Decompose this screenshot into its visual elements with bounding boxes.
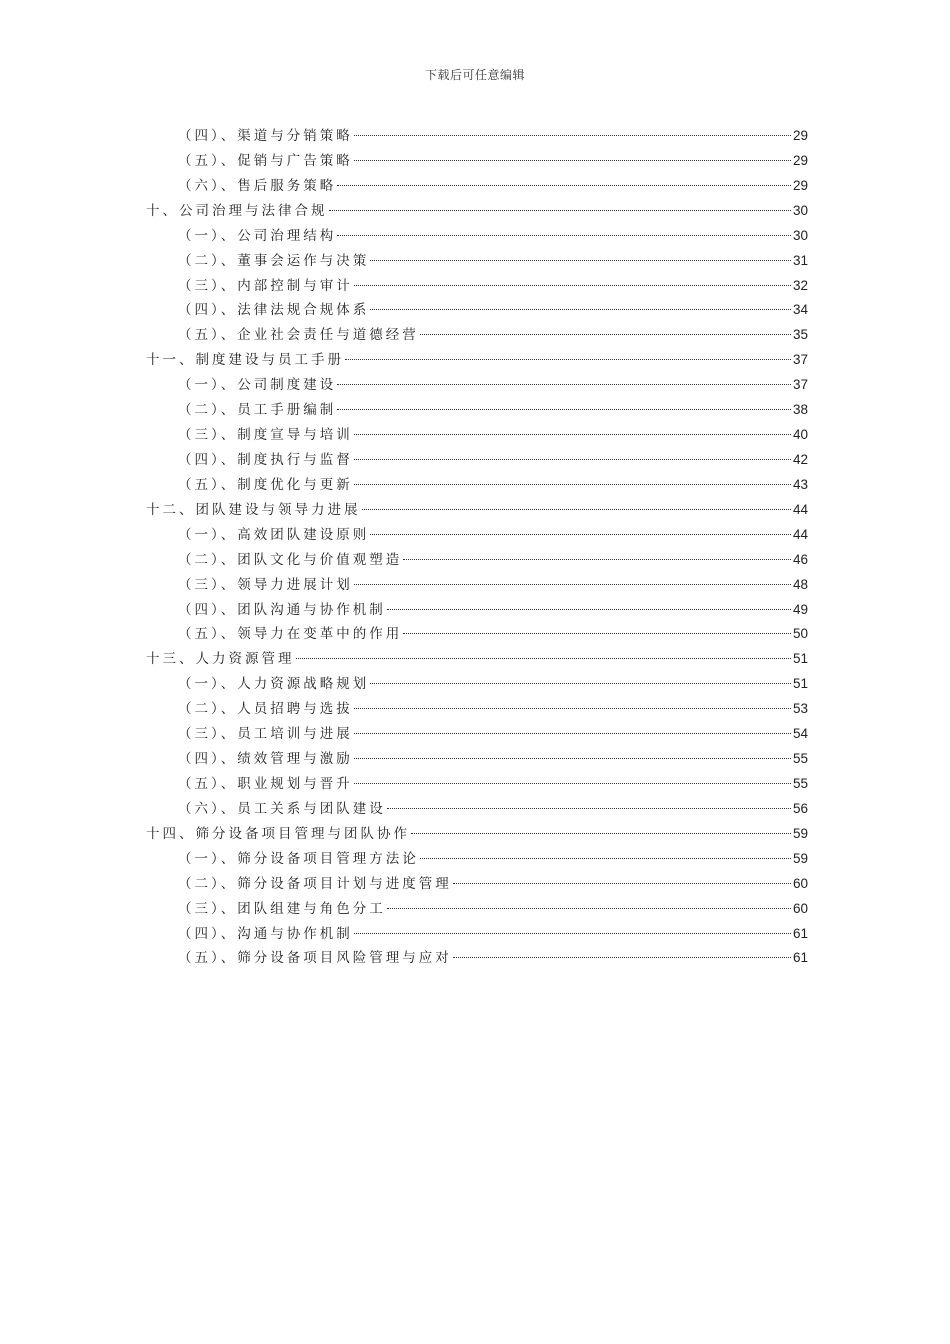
toc-entry-title: （三）、团队组建与角色分工 xyxy=(178,900,386,917)
toc-page-number: 49 xyxy=(792,601,808,617)
toc-page-number: 32 xyxy=(792,277,808,293)
toc-dot-leader xyxy=(354,783,791,784)
toc-entry-title: （二）、团队文化与价值观塑造 xyxy=(178,551,403,568)
toc-dot-leader xyxy=(354,933,791,934)
toc-section-entry[interactable] xyxy=(146,398,808,423)
toc-entry-title: （二）、董事会运作与决策 xyxy=(178,252,370,269)
toc-dot-leader xyxy=(354,285,791,286)
toc-entry-title: （一）、公司治理结构 xyxy=(178,227,337,244)
toc-dot-leader xyxy=(387,908,791,909)
toc-page-number: 34 xyxy=(792,302,808,318)
toc-entry-title: （五）、制度优化与更新 xyxy=(178,476,353,493)
toc-chapter-entry[interactable] xyxy=(146,199,808,224)
toc-dot-leader xyxy=(329,210,791,211)
toc-page-number: 60 xyxy=(792,900,808,916)
toc-page-number: 56 xyxy=(792,800,808,816)
toc-entry-title: （五）、企业社会责任与道德经营 xyxy=(178,327,419,344)
toc-entry-title: （一）、公司制度建设 xyxy=(178,377,337,394)
toc-page-number: 46 xyxy=(792,551,808,567)
toc-dot-leader xyxy=(354,758,791,759)
toc-entry-title: （五）、促销与广告策略 xyxy=(178,152,353,169)
toc-page-number: 59 xyxy=(792,850,808,866)
toc-section-entry[interactable] xyxy=(146,373,808,398)
toc-section-entry[interactable] xyxy=(146,523,808,548)
toc-entry-title: （四）、法律法规合规体系 xyxy=(178,302,370,319)
toc-dot-leader xyxy=(362,509,791,510)
toc-page-number: 53 xyxy=(792,701,808,717)
toc-entry-title: 十二、团队建设与领导力进展 xyxy=(146,501,361,518)
toc-chapter-entry[interactable] xyxy=(146,498,808,523)
toc-dot-leader xyxy=(453,883,791,884)
toc-section-entry[interactable] xyxy=(146,174,808,199)
toc-page-number: 54 xyxy=(792,726,808,742)
toc-dot-leader xyxy=(354,708,791,709)
toc-entry-title: （四）、渠道与分销策略 xyxy=(178,128,353,144)
toc-section-entry[interactable] xyxy=(146,298,808,323)
toc-dot-leader xyxy=(296,658,791,659)
toc-section-entry[interactable] xyxy=(146,448,808,473)
toc-page-number: 42 xyxy=(792,451,808,467)
toc-entry-title: （五）、筛分设备项目风险管理与应对 xyxy=(178,950,452,967)
toc-page-number: 37 xyxy=(792,377,808,393)
toc-entry-title: （三）、制度宣导与培训 xyxy=(178,427,353,444)
toc-entry-title: （四）、绩效管理与激励 xyxy=(178,751,353,768)
toc-chapter-entry[interactable] xyxy=(146,348,808,373)
toc-entry-title: （六）、员工关系与团队建设 xyxy=(178,800,386,817)
toc-chapter-entry[interactable] xyxy=(146,822,808,847)
toc-section-entry[interactable] xyxy=(146,124,808,149)
toc-dot-leader xyxy=(337,185,791,186)
toc-section-entry[interactable] xyxy=(146,847,808,872)
toc-section-entry[interactable] xyxy=(146,772,808,797)
toc-section-entry[interactable] xyxy=(146,423,808,448)
toc-section-entry[interactable] xyxy=(146,897,808,922)
toc-page-number: 29 xyxy=(792,128,808,143)
toc-entry-title: （四）、团队沟通与协作机制 xyxy=(178,601,386,618)
toc-section-entry[interactable] xyxy=(146,946,808,971)
toc-page-number: 38 xyxy=(792,402,808,418)
toc-page-number: 61 xyxy=(792,950,808,966)
toc-entry-title: （三）、领导力进展计划 xyxy=(178,576,353,593)
toc-section-entry[interactable] xyxy=(146,274,808,299)
toc-dot-leader xyxy=(370,534,791,535)
toc-section-entry[interactable] xyxy=(146,622,808,647)
toc-page-number: 59 xyxy=(792,825,808,841)
toc-page-number: 51 xyxy=(792,651,808,667)
toc-dot-leader xyxy=(354,434,791,435)
toc-dot-leader xyxy=(354,459,791,460)
toc-section-entry[interactable] xyxy=(146,922,808,947)
toc-dot-leader xyxy=(411,833,791,834)
toc-entry-title: 十四、筛分设备项目管理与团队协作 xyxy=(146,825,410,842)
toc-section-entry[interactable] xyxy=(146,249,808,274)
toc-dot-leader xyxy=(354,160,791,161)
toc-dot-leader xyxy=(354,135,791,136)
toc-entry-title: （五）、领导力在变革中的作用 xyxy=(178,626,403,643)
toc-section-entry[interactable] xyxy=(146,473,808,498)
toc-page-number: 55 xyxy=(792,775,808,791)
toc-page-number: 43 xyxy=(792,476,808,492)
toc-dot-leader xyxy=(354,733,791,734)
table-of-contents xyxy=(146,124,808,971)
toc-entry-title: （六）、售后服务策略 xyxy=(178,177,337,194)
toc-dot-leader xyxy=(370,683,791,684)
toc-section-entry[interactable] xyxy=(146,747,808,772)
toc-dot-leader xyxy=(337,409,791,410)
toc-entry-title: （三）、员工培训与进展 xyxy=(178,726,353,743)
toc-entry-title: （一）、筛分设备项目管理方法论 xyxy=(178,850,419,867)
toc-dot-leader xyxy=(337,235,791,236)
toc-section-entry[interactable] xyxy=(146,722,808,747)
toc-dot-leader xyxy=(345,359,791,360)
toc-dot-leader xyxy=(387,609,791,610)
toc-section-entry[interactable] xyxy=(146,224,808,249)
toc-entry-title: （一）、高效团队建设原则 xyxy=(178,526,370,543)
toc-dot-leader xyxy=(403,559,791,560)
toc-page-number: 29 xyxy=(792,177,808,193)
toc-page-number: 50 xyxy=(792,626,808,642)
toc-page-number: 40 xyxy=(792,427,808,443)
toc-section-entry[interactable] xyxy=(146,797,808,822)
toc-dot-leader xyxy=(354,584,791,585)
toc-chapter-entry[interactable] xyxy=(146,647,808,672)
toc-section-entry[interactable] xyxy=(146,697,808,722)
toc-entry-title: （四）、制度执行与监督 xyxy=(178,451,353,468)
toc-entry-title: （一）、人力资源战略规划 xyxy=(178,676,370,693)
toc-dot-leader xyxy=(387,808,791,809)
toc-entry-title: （三）、内部控制与审计 xyxy=(178,277,353,294)
toc-dot-leader xyxy=(420,334,791,335)
toc-page-number: 29 xyxy=(792,152,808,168)
toc-dot-leader xyxy=(354,484,791,485)
toc-page-number: 48 xyxy=(792,576,808,592)
toc-section-entry[interactable] xyxy=(146,149,808,174)
toc-dot-leader xyxy=(453,957,791,958)
toc-entry-title: （二）、人员招聘与选拔 xyxy=(178,701,353,718)
toc-entry-title: （二）、员工手册编制 xyxy=(178,402,337,419)
toc-entry-title: （二）、筛分设备项目计划与进度管理 xyxy=(178,875,452,892)
toc-page-number: 60 xyxy=(792,875,808,891)
toc-section-entry[interactable] xyxy=(146,548,808,573)
page-header-note: 下载后可任意编辑 xyxy=(424,68,525,82)
toc-entry-title: 十三、人力资源管理 xyxy=(146,651,295,668)
toc-dot-leader xyxy=(420,858,791,859)
toc-dot-leader xyxy=(370,260,791,261)
toc-section-entry[interactable] xyxy=(146,573,808,598)
toc-section-entry[interactable] xyxy=(146,872,808,897)
toc-section-entry[interactable] xyxy=(146,672,808,697)
toc-page-number: 44 xyxy=(792,501,808,517)
toc-entry-title: （五）、职业规划与晋升 xyxy=(178,775,353,792)
toc-section-entry[interactable] xyxy=(146,323,808,348)
toc-entry-title: （四）、沟通与协作机制 xyxy=(178,925,353,942)
toc-page-number: 55 xyxy=(792,751,808,767)
toc-page-number: 44 xyxy=(792,526,808,542)
toc-page-number: 61 xyxy=(792,925,808,941)
toc-page-number: 51 xyxy=(792,676,808,692)
toc-dot-leader xyxy=(337,384,791,385)
toc-section-entry[interactable] xyxy=(146,598,808,623)
toc-entry-title: 十一、制度建设与员工手册 xyxy=(146,352,344,369)
toc-page-number: 30 xyxy=(792,227,808,243)
toc-page-number: 30 xyxy=(792,202,808,218)
toc-dot-leader xyxy=(370,309,791,310)
toc-entry-title: 十、公司治理与法律合规 xyxy=(146,202,328,219)
toc-page-number: 35 xyxy=(792,327,808,343)
toc-page-number: 37 xyxy=(792,352,808,368)
toc-page-number: 31 xyxy=(792,252,808,268)
toc-dot-leader xyxy=(403,633,791,634)
